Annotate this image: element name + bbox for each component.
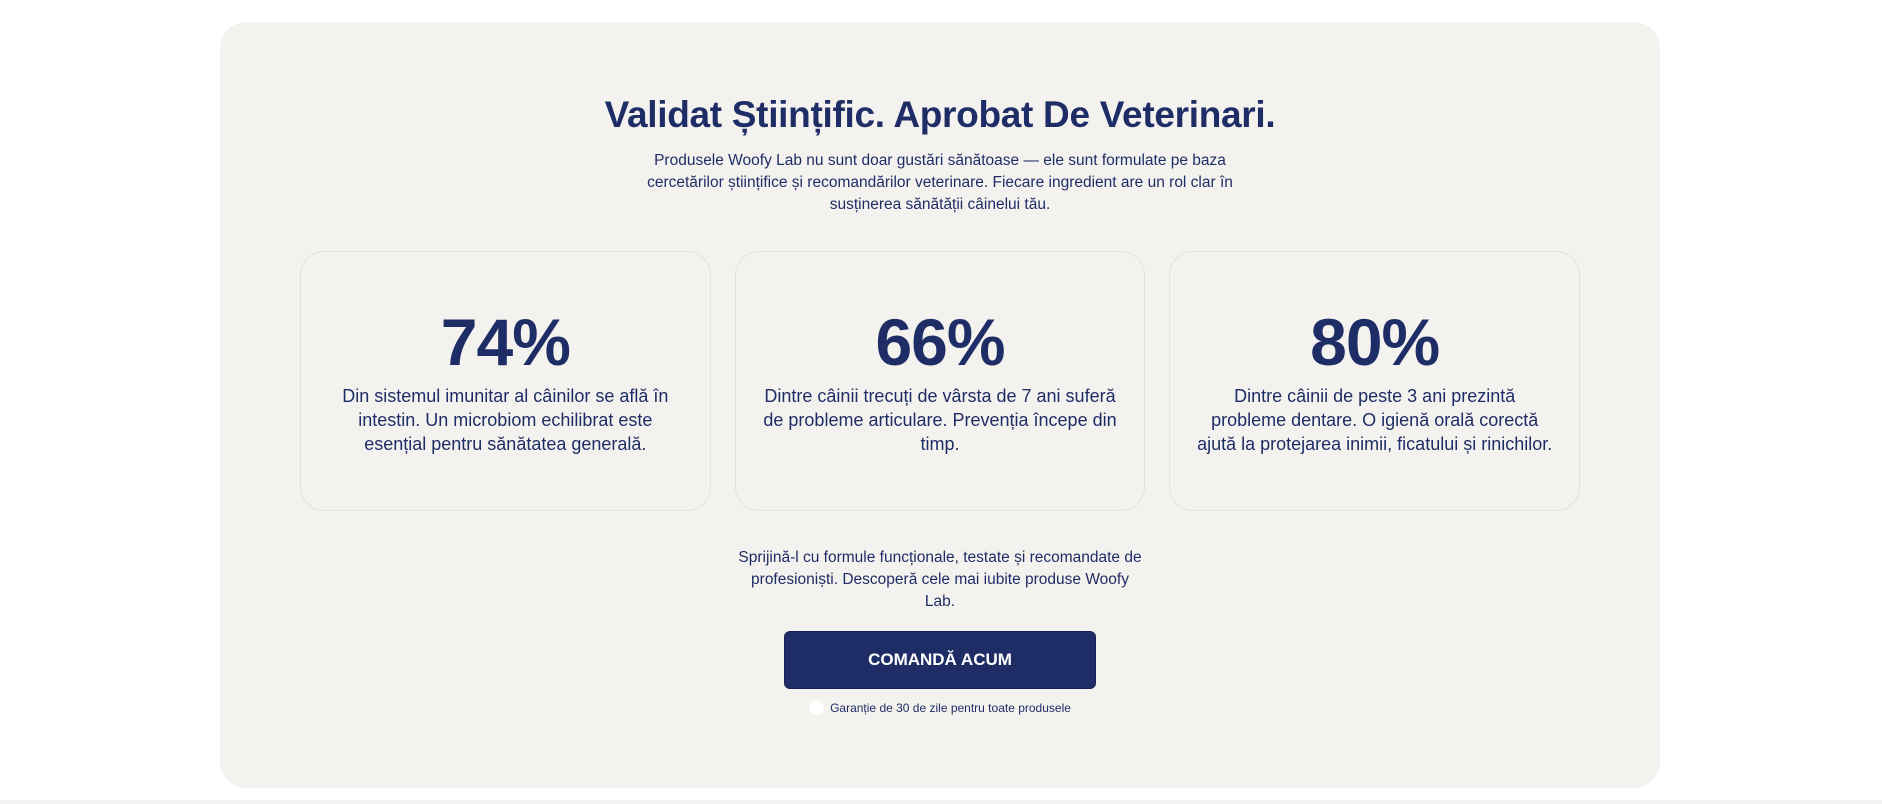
order-now-button[interactable]: COMANDĂ ACUM [784,631,1096,689]
stat-value: 80% [1310,305,1440,379]
stats-row [300,251,1580,511]
validation-section [220,22,1660,788]
support-text: Sprijină-l cu formule funcționale, testate și recomandate de profesioniști. Descoperă cele mai iubite produse Woofy Lab. [738,549,1142,610]
check-circle-icon [809,700,824,715]
stat-card [735,251,1146,511]
stat-card [1169,251,1580,511]
stat-value: 66% [875,305,1005,379]
stat-value: 74% [440,305,570,379]
stat-description: Dintre câinii de peste 3 ani prezintă probleme dentare. O igienă orală corectă ajută la protejarea inimii, ficatului și rinichilor. [1197,386,1553,454]
stat-card [300,251,711,511]
section-intro: Produsele Woofy Lab nu sunt doar gustări sănătoase — ele sunt formulate pe baza cercetărilor științifice și recomandărilor veterinare. Fiecare ingredient are un rol clar în susținerea sănătății câinelui tău. [647,152,1233,213]
stat-description: Din sistemul imunitar al câinilor se află în intestin. Un microbiom echilibrat este esențial pentru sănătatea generală. [342,386,669,454]
page-divider [0,800,1882,804]
stat-description: Dintre câinii trecuți de vârsta de 7 ani suferă de probleme articulare. Prevenția începe din timp. [763,386,1117,454]
section-title: Validat Științific. Aprobat De Veterinari. [604,94,1276,135]
guarantee-text: Garanție de 30 de zile pentru toate produsele [830,700,1071,715]
guarantee-note [220,700,1660,715]
